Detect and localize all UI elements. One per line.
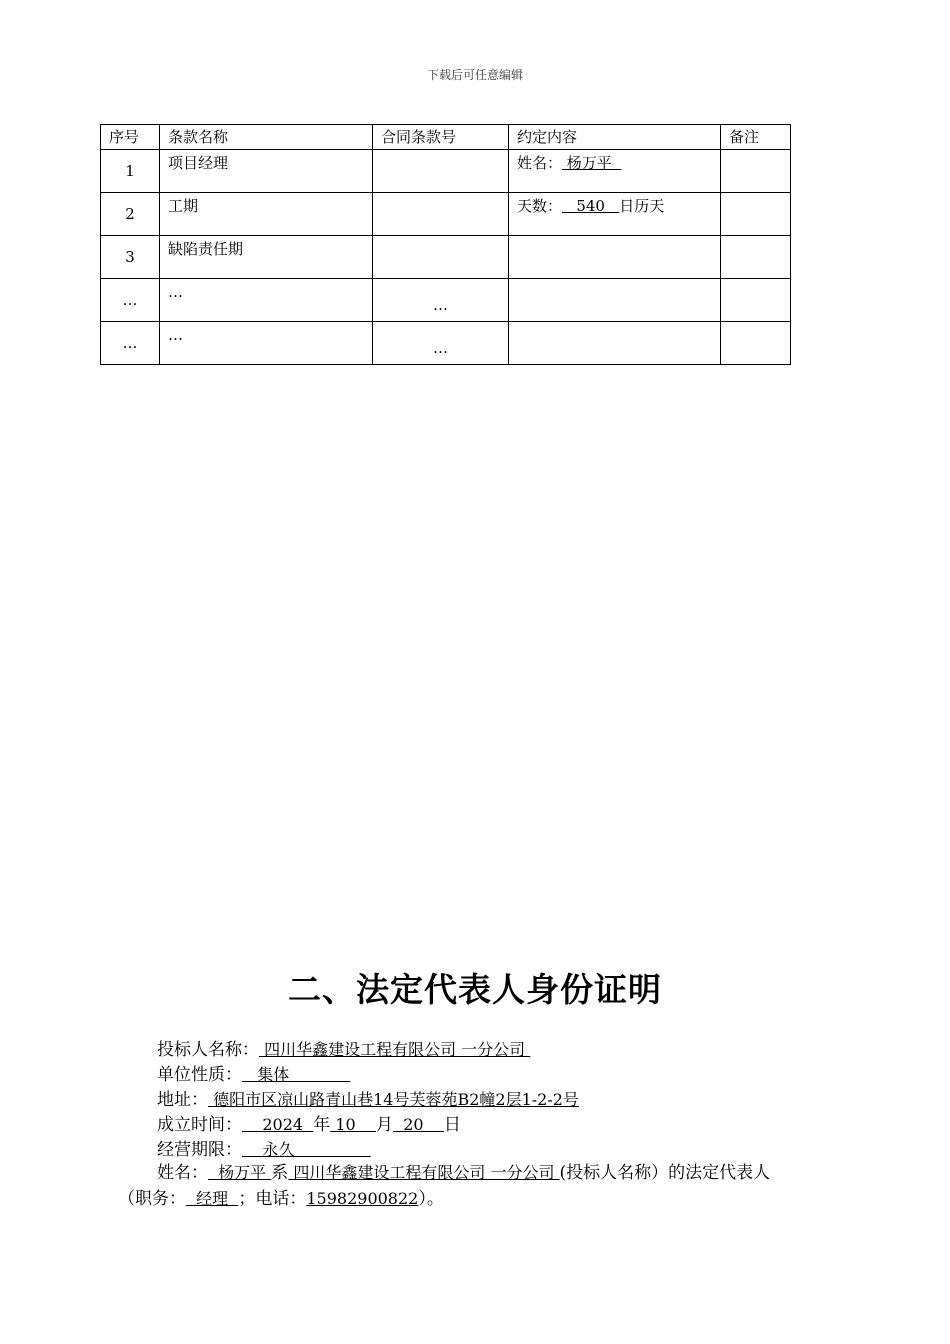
header-clause-no: 合同条款号 (373, 125, 509, 150)
year-unit: 年 (313, 1115, 331, 1135)
bidder-name-label: 投标人名称： (157, 1040, 259, 1060)
content-value: 540 (562, 197, 620, 215)
cell-clause-no (373, 193, 509, 236)
rep-phone-label: ；电话： (238, 1189, 307, 1209)
cell-content (509, 236, 721, 279)
unit-nature-line (157, 1062, 847, 1087)
table-row (101, 279, 791, 322)
business-term-line (157, 1137, 847, 1162)
cell-remark (721, 322, 791, 365)
table-row (101, 322, 791, 365)
cell-clause-name: 缺陷责任期 (160, 236, 373, 279)
section-title: 二、法定代表人身份证明 (288, 970, 662, 1009)
business-term-label: 经营期限： (157, 1140, 242, 1160)
unit-nature-label: 单位性质： (157, 1065, 242, 1085)
cell-clause-no: … (373, 322, 509, 365)
rep-closing: ）。 (418, 1189, 444, 1209)
header-note: 下载后可任意编辑 (426, 68, 523, 82)
cell-seq: 1 (101, 150, 160, 193)
header-seq: 序号 (101, 125, 160, 150)
cell-seq: 2 (101, 193, 160, 236)
header-clause-name: 条款名称 (160, 125, 373, 150)
address-label: 地址： (157, 1090, 208, 1110)
established-label: 成立时间： (157, 1115, 242, 1135)
address-line (157, 1087, 847, 1112)
content-suffix: 日历天 (619, 197, 665, 215)
rep-company-suffix: (投标人名称）的法定代表人 (559, 1163, 771, 1183)
contract-clause-table (100, 124, 791, 365)
cell-clause-no (373, 150, 509, 193)
table-row (101, 236, 791, 279)
cell-remark (721, 150, 791, 193)
cell-clause-name: 项目经理 (160, 150, 373, 193)
cell-clause-no (373, 236, 509, 279)
rep-name-value: 杨万平 (208, 1163, 272, 1182)
rep-title-prefix: （职务： (118, 1189, 186, 1209)
cell-clause-name: … (160, 322, 373, 365)
rep-name-label: 姓名： (157, 1163, 208, 1183)
legal-representative-statement (118, 1160, 838, 1212)
bidder-info-block (157, 1037, 847, 1162)
established-year: 2024 (242, 1115, 314, 1134)
established-day: 20 (393, 1115, 444, 1134)
table-row (101, 193, 791, 236)
table-row (101, 150, 791, 193)
rep-company-value: 四川华鑫建设工程有限公司 一分公司 (288, 1163, 560, 1182)
representative-line-1 (118, 1160, 838, 1186)
cell-remark (721, 193, 791, 236)
header-remark: 备注 (721, 125, 791, 150)
content-prefix: 天数： (517, 197, 563, 215)
unit-nature-value: 集体 (242, 1065, 351, 1084)
rep-title-value: 经理 (186, 1189, 239, 1208)
cell-clause-name: 工期 (160, 193, 373, 236)
rep-phone-value: 15982900822 (306, 1189, 419, 1208)
content-prefix: 姓名： (517, 154, 563, 172)
cell-content (509, 150, 721, 193)
cell-content (509, 193, 721, 236)
cell-remark (721, 236, 791, 279)
representative-line-2 (118, 1186, 838, 1212)
table-header-row (101, 125, 791, 150)
cell-clause-no: … (373, 279, 509, 322)
bidder-name-value: 四川华鑫建设工程有限公司 一分公司 (259, 1040, 531, 1059)
established-month: 10 (330, 1115, 377, 1134)
month-unit: 月 (376, 1115, 394, 1135)
cell-seq: … (101, 322, 160, 365)
address-value: 德阳市区凉山路青山巷14号芙蓉苑B2幢2层1-2-2号 (208, 1090, 579, 1109)
content-value: 杨万平 (562, 154, 622, 172)
day-unit: 日 (443, 1115, 461, 1135)
cell-content (509, 322, 721, 365)
cell-remark (721, 279, 791, 322)
cell-seq: … (101, 279, 160, 322)
bidder-name-line (157, 1037, 847, 1062)
rep-belongs: 系 (271, 1163, 289, 1183)
cell-clause-name: … (160, 279, 373, 322)
cell-content (509, 279, 721, 322)
header-content: 约定内容 (509, 125, 721, 150)
business-term-value: 永久 (242, 1140, 371, 1159)
established-date-line (157, 1112, 847, 1137)
cell-seq: 3 (101, 236, 160, 279)
